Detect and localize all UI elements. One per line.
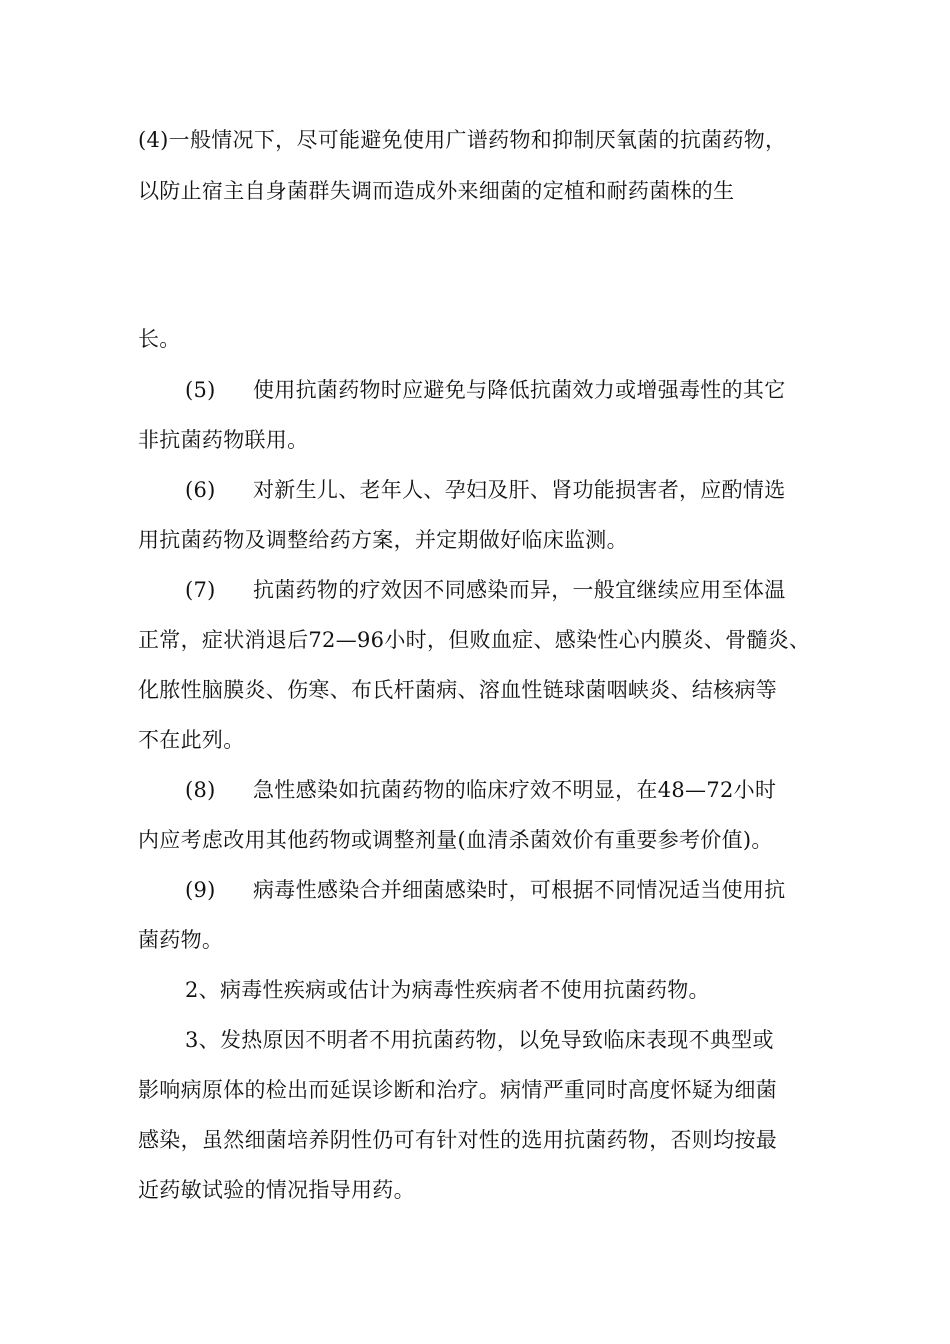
p9-line1 (185, 876, 786, 904)
p7-number: (7) (185, 578, 216, 602)
section3-line2: 影响病原体的检出而延误诊断和治疗。病情严重同时高度怀疑为细菌 (138, 1078, 777, 1102)
section3-line3: 感染，虽然细菌培养阴性仍可有针对性的选用抗菌药物，否则均按最 (138, 1128, 777, 1152)
p7-line2: 正常，症状消退后72—96小时，但败血症、感染性心内膜炎、骨髓炎、 (138, 628, 811, 652)
p5-line2: 非抗菌药物联用。 (138, 428, 309, 452)
p4-line1: (4)一般情况下，尽可能避免使用广谱药物和抑制厌氧菌的抗菌药物， (138, 128, 787, 152)
p6-text: 对新生儿、老年人、孕妇及肝、肾功能损害者，应酌情选 (253, 478, 786, 502)
p8-text: 急性感染如抗菌药物的临床疗效不明显，在48—72小时 (253, 778, 777, 802)
section3-line1: 3、发热原因不明者不用抗菌药物，以免导致临床表现不典型或 (185, 1028, 774, 1052)
p5-number: (5) (185, 378, 216, 402)
p4-line2: 以防止宿主自身菌群失调而造成外来细菌的定植和耐药菌株的生 (138, 179, 735, 203)
p7-line3: 化脓性脑膜炎、伤寒、布氏杆菌病、溶血性链球菌咽峡炎、结核病等 (138, 678, 777, 702)
p7-line1 (185, 576, 786, 604)
p8-line1 (185, 776, 776, 804)
p7-text: 抗菌药物的疗效因不同感染而异，一般宜继续应用至体温 (253, 578, 786, 602)
p9-text: 病毒性感染合并细菌感染时，可根据不同情况适当使用抗 (253, 878, 786, 902)
p6-line2: 用抗菌药物及调整给药方案，并定期做好临床监测。 (138, 528, 628, 552)
section3-line4: 近药敏试验的情况指导用药。 (138, 1178, 415, 1202)
p6-number: (6) (185, 478, 216, 502)
p4-line3: 长。 (138, 327, 181, 351)
p6-line1 (185, 476, 786, 504)
p7-line4: 不在此列。 (138, 728, 245, 752)
p5-text: 使用抗菌药物时应避免与降低抗菌效力或增强毒性的其它 (253, 378, 786, 402)
p9-number: (9) (185, 878, 216, 902)
p8-number: (8) (185, 778, 216, 802)
p5-line1 (185, 376, 786, 404)
section2-line1: 2、病毒性疾病或估计为病毒性疾病者不使用抗菌药物。 (185, 978, 710, 1002)
p9-line2: 菌药物。 (138, 928, 224, 952)
p8-line2: 内应考虑改用其他药物或调整剂量(血清杀菌效价有重要参考价值)。 (138, 828, 773, 852)
